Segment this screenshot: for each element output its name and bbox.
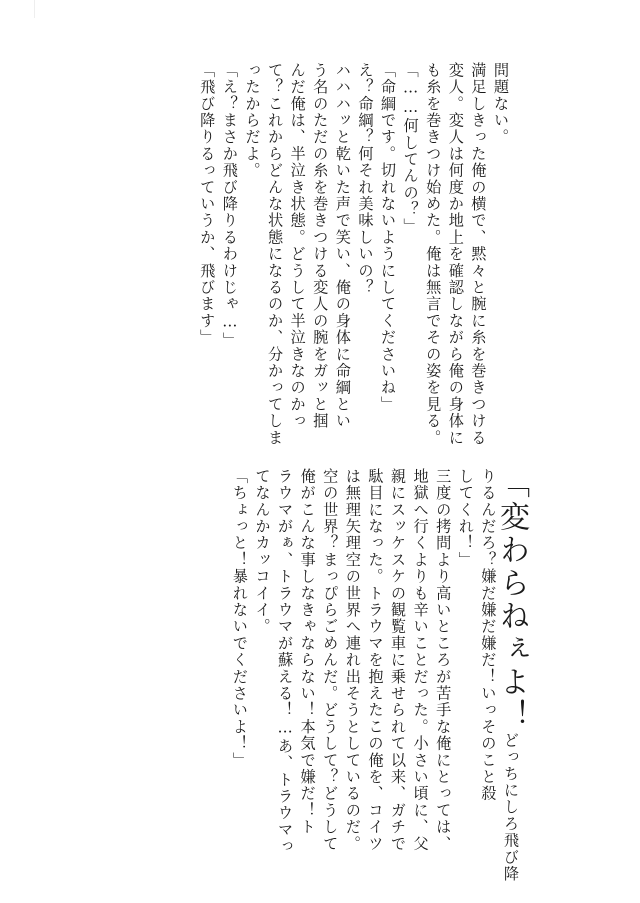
page-edge-mark <box>34 0 35 18</box>
text-line: 満足しきった俺の横で、黙々と腕に糸を巻きつける <box>469 62 488 447</box>
text-line: してくれ！」 <box>456 468 475 569</box>
text-line: 「……何してんの？」 <box>401 62 420 235</box>
text-line: う名のただの糸を巻きつける変人の腕をガッと掴 <box>311 62 330 430</box>
text-line: 「え？まさか飛び降りるわけじゃ…」 <box>220 62 239 349</box>
text-line: ったからだよ。 <box>243 62 262 179</box>
text-line: ラウマがぁ、トラウマが蘇える！…あ、トラウマっ <box>276 468 295 855</box>
text-line: 「飛び降りるっていうか、飛びます」 <box>198 62 217 346</box>
text-line: 俺がこんな事しなきゃならない！本気で嫌だ！ト <box>298 468 317 836</box>
text-line: んだ俺は、半泣き状態。どうして半泣きなのかっ <box>288 62 307 430</box>
text-line: え？命綱？何それ美味しいの？ <box>356 62 375 296</box>
text-line: 変人。変人は何度か地上を確認しながら俺の身体に <box>446 62 465 447</box>
text-fragment: どっちにしろ飛び降 <box>502 732 520 883</box>
upper-text-block <box>196 62 512 447</box>
text-line: ハハハッと乾いた声で笑い、俺の身体に命綱とい <box>333 62 352 430</box>
text-line: 三度の拷問より高いところが苦手な俺にとっては、 <box>434 468 453 853</box>
text-line: も糸を巻きつけ始めた。俺は無言でその姿を見る。 <box>424 62 443 447</box>
text-line: 地獄へ行くよりも辛いことだった。小さい頃に、父 <box>411 468 430 853</box>
text-line-emphasis <box>494 468 529 883</box>
text-line: は無理矢理空の世界へ連れ出そうとしているのだ。 <box>343 468 362 853</box>
text-line: てなんかカッコイイ。 <box>253 468 272 635</box>
text-line: 駄目になった。トラウマを抱えたこの俺を、コイツ <box>366 468 385 853</box>
text-line: りるんだろ？嫌だ嫌だ嫌だ！いっそのこと殺 <box>479 468 498 802</box>
text-line: 空の世界？まっぴらごめんだ。どうして？どうして <box>321 468 340 853</box>
lower-text-block <box>228 468 529 883</box>
text-line: 問題ない。 <box>492 62 510 146</box>
text-line: 「ちょっと！暴れないでくださいよ！」 <box>230 468 249 769</box>
text-line: 「命綱です。切れないようにしてくださいね」 <box>379 62 398 413</box>
emphasized-shout: 「変わらねぇよ！ <box>494 468 529 732</box>
text-line: 親にスッケスケの観覧車に乗せられて以来、ガチで <box>389 468 408 853</box>
text-line: て？これからどんな状態になるのか、分かってしま <box>266 62 285 447</box>
